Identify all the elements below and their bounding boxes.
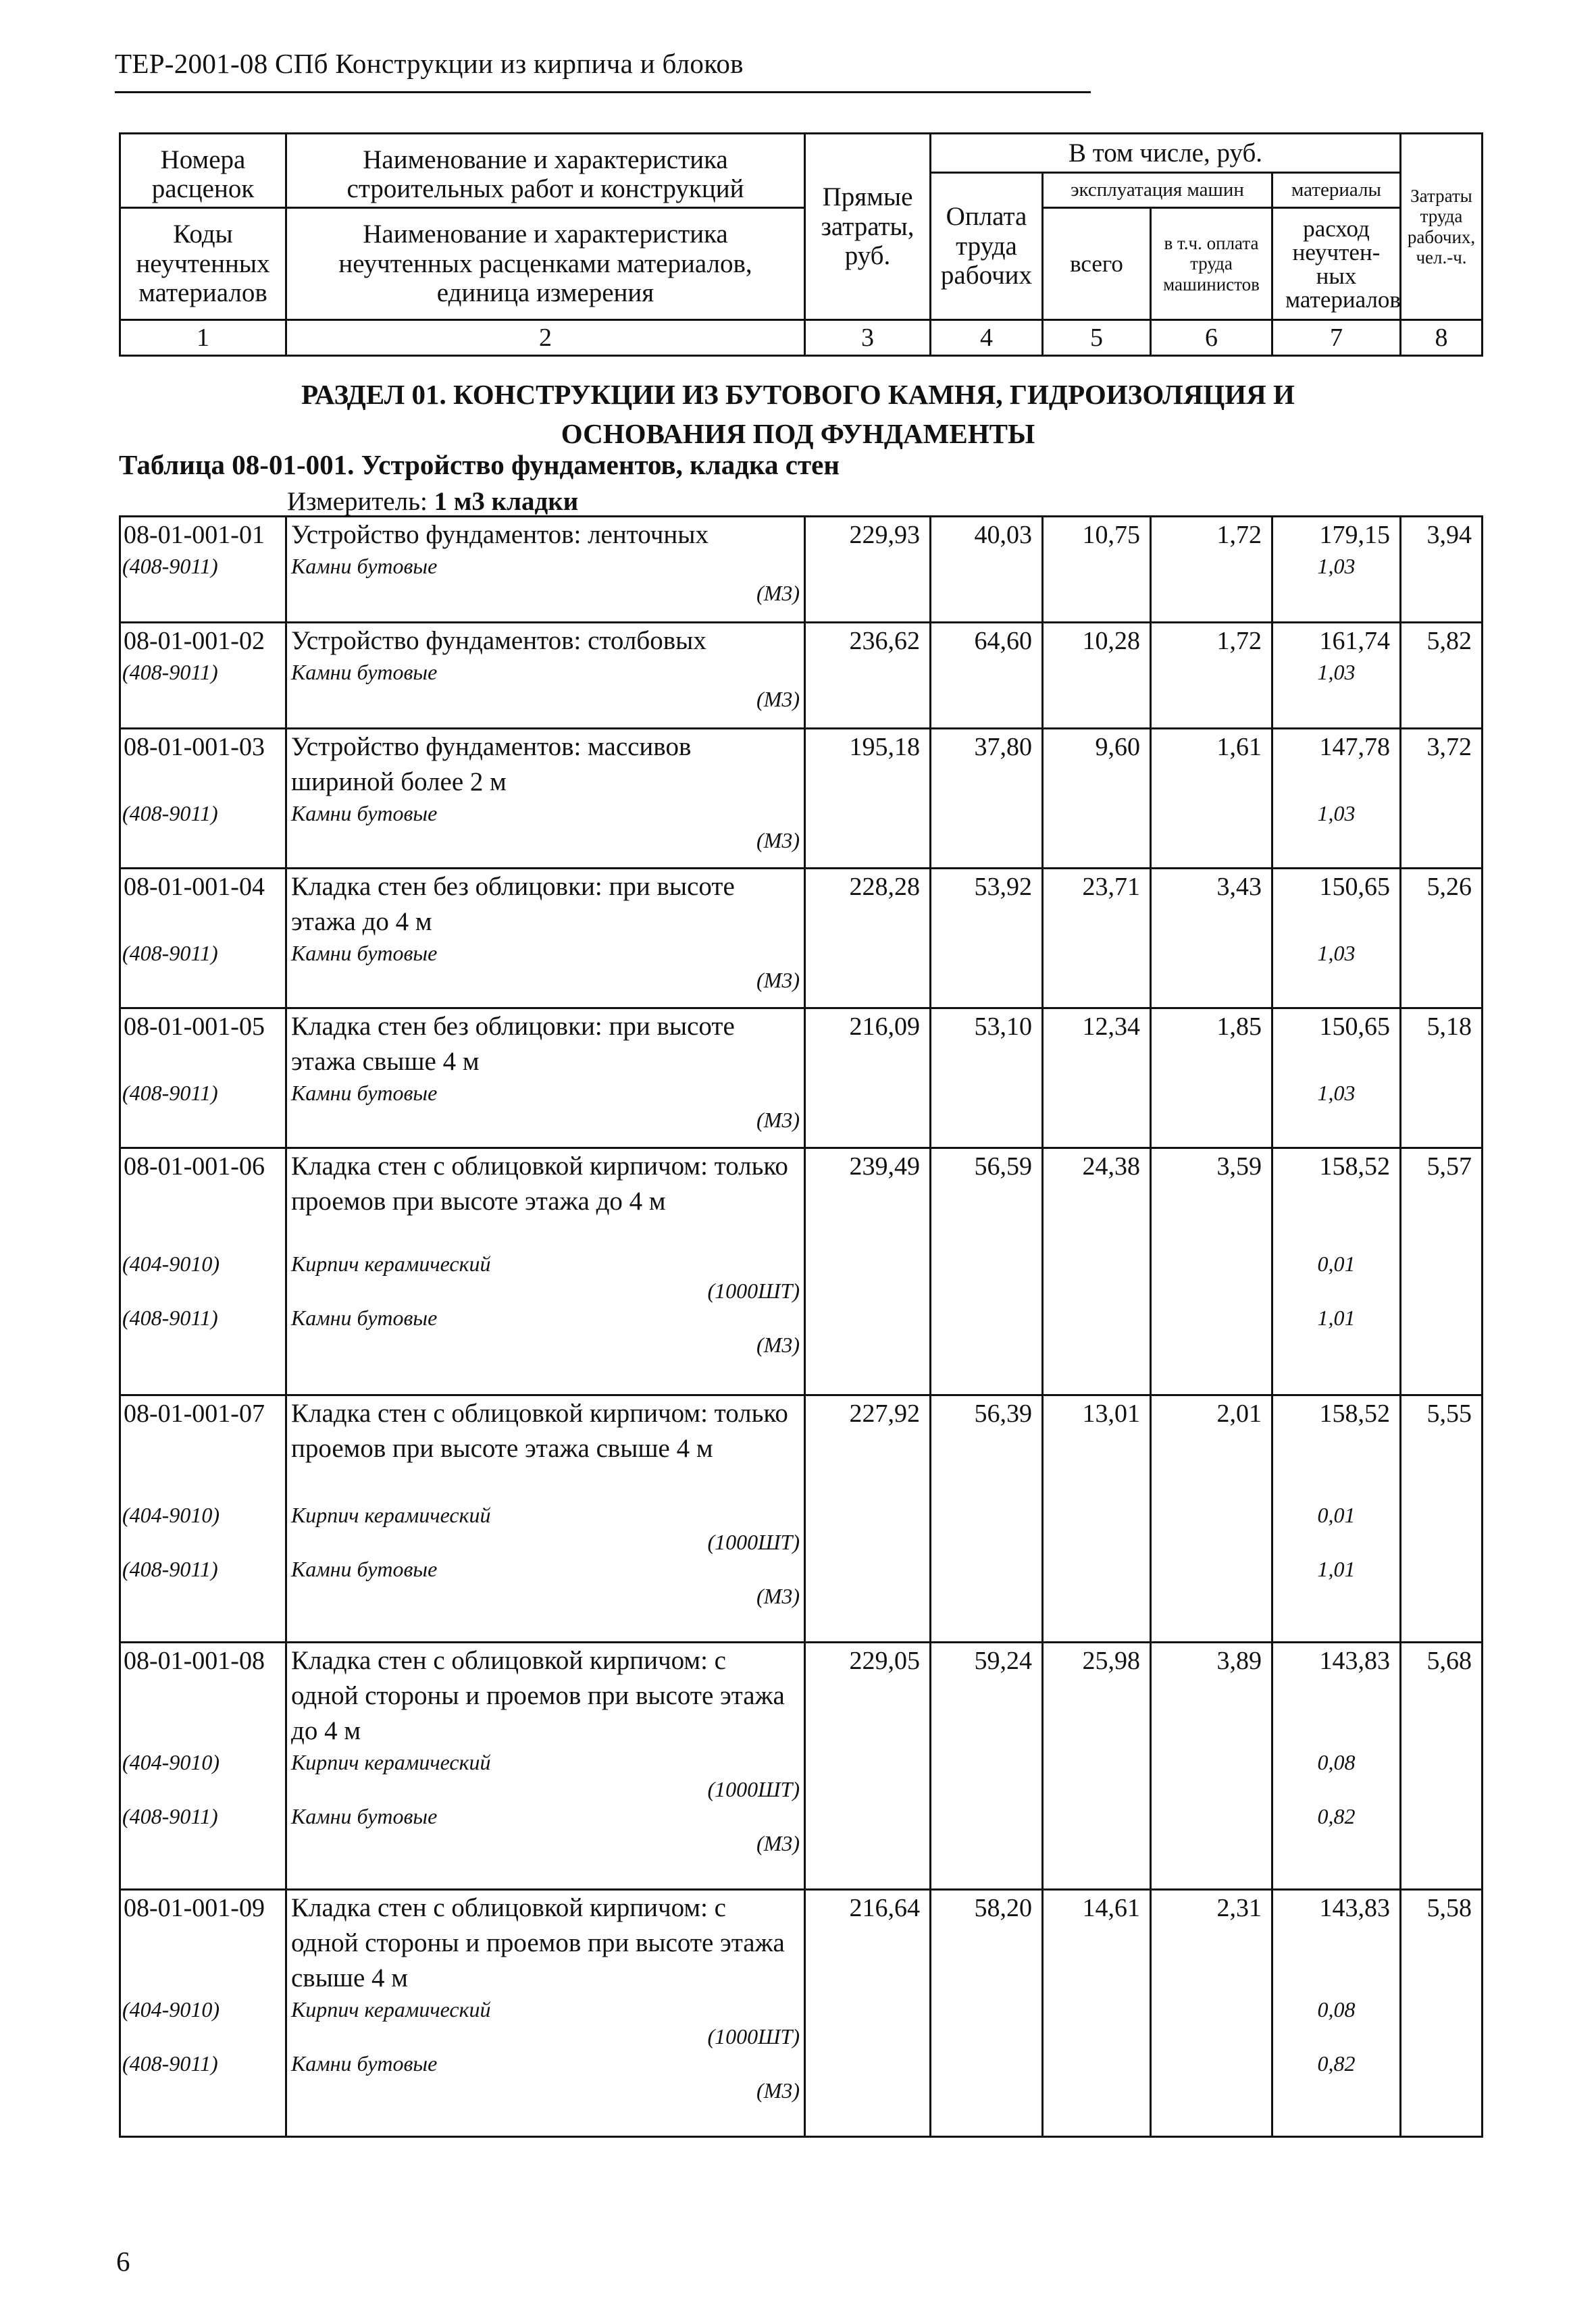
table-title: Таблица 08-01-001. Устройство фундаментов, кладка стен bbox=[119, 449, 840, 480]
rate-name: Устройство фундаментов: массивов шириной более 2 м bbox=[291, 732, 692, 796]
materials-cell bbox=[1272, 1008, 1401, 1148]
machines-total-value: 25,98 bbox=[1082, 1647, 1140, 1675]
worker-pay-value-cell bbox=[931, 1008, 1043, 1148]
rates-table bbox=[119, 515, 1483, 2138]
material-code: (408-9011) bbox=[122, 1557, 218, 1581]
materials-cell bbox=[1272, 1148, 1401, 1395]
materials-value: 143,83 bbox=[1319, 1647, 1390, 1675]
material-code: (408-9011) bbox=[122, 2051, 218, 2076]
material-code: (408-9011) bbox=[122, 554, 218, 578]
machines-total-value: 13,01 bbox=[1082, 1399, 1140, 1428]
material-unit: (1000ШТ) bbox=[707, 1530, 800, 1554]
labor-cell bbox=[1401, 1395, 1483, 1643]
direct-costs-value-cell bbox=[805, 1643, 931, 1890]
header-rule bbox=[115, 91, 1091, 93]
worker-pay-value: 56,59 bbox=[974, 1152, 1032, 1181]
rate-name: Кладка стен без облицовки: при высоте этажа свыше 4 м bbox=[291, 1012, 735, 1076]
rate-row bbox=[120, 1890, 1483, 2137]
direct-costs-value: 229,93 bbox=[849, 521, 920, 549]
direct-costs-value: 227,92 bbox=[849, 1399, 920, 1428]
labor-value: 3,94 bbox=[1426, 521, 1472, 549]
col-machines-total: всего bbox=[1043, 208, 1151, 320]
machines-total-value-cell bbox=[1043, 1643, 1151, 1890]
material-quantity-spacer bbox=[1273, 1106, 1399, 1133]
material-unit: (М3) bbox=[756, 687, 800, 711]
material-code-spacer bbox=[121, 2077, 285, 2104]
machinist-pay-value: 3,43 bbox=[1216, 873, 1262, 901]
labor-value: 5,82 bbox=[1426, 627, 1472, 655]
material-quantity: 1,03 bbox=[1317, 1081, 1356, 1105]
machines-total-value: 14,61 bbox=[1082, 1894, 1140, 1922]
material-code-spacer bbox=[121, 686, 285, 713]
measure-unit-label: Измеритель: bbox=[287, 487, 428, 516]
material-code-spacer bbox=[121, 1776, 285, 1803]
machinist-pay-value-cell bbox=[1151, 517, 1272, 623]
machinist-pay-value-cell bbox=[1151, 1890, 1272, 2137]
material-code: (408-9011) bbox=[122, 1306, 218, 1330]
worker-pay-value-cell bbox=[931, 623, 1043, 729]
direct-costs-value-cell bbox=[805, 1395, 931, 1643]
machines-total-value-cell bbox=[1043, 623, 1151, 729]
material-quantity-spacer bbox=[1273, 1277, 1399, 1304]
direct-costs-value: 229,05 bbox=[849, 1647, 920, 1675]
worker-pay-value-cell bbox=[931, 869, 1043, 1008]
worker-pay-value-cell bbox=[931, 1395, 1043, 1643]
materials-cell bbox=[1272, 869, 1401, 1008]
materials-cell bbox=[1272, 1890, 1401, 2137]
col-materials: материалы bbox=[1272, 173, 1401, 208]
material-quantity-spacer bbox=[1273, 967, 1399, 994]
rate-code-cell bbox=[120, 517, 286, 623]
material-unit: (1000ШТ) bbox=[707, 2024, 800, 2049]
col-code-top: Номера расценок bbox=[120, 134, 286, 208]
material-quantity-spacer bbox=[1273, 1776, 1399, 1803]
rate-name-cell bbox=[286, 869, 805, 1008]
col-materials-consumption: расход неучтен- ных материалов bbox=[1272, 208, 1401, 320]
labor-cell bbox=[1401, 1008, 1483, 1148]
page-number: 6 bbox=[116, 2246, 130, 2277]
material-unit: (М3) bbox=[756, 1108, 800, 1132]
materials-cell bbox=[1272, 623, 1401, 729]
direct-costs-value-cell bbox=[805, 1890, 931, 2137]
material-name: Камни бутовые bbox=[291, 1306, 438, 1330]
direct-costs-value-cell bbox=[805, 1008, 931, 1148]
column-numbers-row bbox=[120, 320, 1483, 356]
material-quantity-spacer bbox=[1273, 2077, 1399, 2104]
rate-name-cell bbox=[286, 517, 805, 623]
labor-value: 5,55 bbox=[1426, 1399, 1472, 1428]
labor-value: 5,68 bbox=[1426, 1647, 1472, 1675]
materials-value: 147,78 bbox=[1319, 733, 1390, 761]
machines-total-value-cell bbox=[1043, 1008, 1151, 1148]
material-name: Кирпич керамический bbox=[291, 1252, 491, 1276]
labor-cell bbox=[1401, 869, 1483, 1008]
rate-name: Кладка стен без облицовки: при высоте этажа до 4 м bbox=[291, 872, 735, 936]
col-number: 8 bbox=[1401, 320, 1483, 356]
material-code-spacer bbox=[121, 580, 285, 607]
direct-costs-value: 239,49 bbox=[849, 1152, 920, 1181]
material-name: Камни бутовые bbox=[291, 1804, 438, 1828]
rate-code: 08-01-001-06 bbox=[124, 1152, 265, 1181]
materials-value: 143,83 bbox=[1319, 1894, 1390, 1922]
section-title bbox=[0, 375, 1596, 453]
rate-name: Кладка стен с облицовкой кирпичом: только проемов при высоте этажа свыше 4 м bbox=[291, 1399, 788, 1463]
machines-total-value-cell bbox=[1043, 517, 1151, 623]
material-name: Камни бутовые bbox=[291, 2051, 438, 2076]
rate-row bbox=[120, 623, 1483, 729]
material-quantity-spacer bbox=[1273, 2023, 1399, 2050]
section-title-line-1: РАЗДЕЛ 01. КОНСТРУКЦИИ ИЗ БУТОВОГО КАМНЯ, ГИДРОИЗОЛЯЦИЯ И bbox=[301, 379, 1295, 410]
direct-costs-value: 195,18 bbox=[849, 733, 920, 761]
direct-costs-value: 236,62 bbox=[849, 627, 920, 655]
machinist-pay-value-cell bbox=[1151, 1008, 1272, 1148]
rate-code-cell bbox=[120, 1148, 286, 1395]
material-name: Камни бутовые bbox=[291, 801, 438, 825]
materials-cell bbox=[1272, 1643, 1401, 1890]
col-machinist-pay: в т.ч. оплата труда машинистов bbox=[1151, 208, 1272, 320]
material-name: Камни бутовые bbox=[291, 941, 438, 965]
direct-costs-value-cell bbox=[805, 1148, 931, 1395]
labor-value: 5,26 bbox=[1426, 873, 1472, 901]
col-number: 1 bbox=[120, 320, 286, 356]
machines-total-value: 12,34 bbox=[1082, 1012, 1140, 1041]
material-code-spacer bbox=[121, 967, 285, 994]
rate-code-cell bbox=[120, 729, 286, 869]
labor-value: 5,58 bbox=[1426, 1894, 1472, 1922]
measure-unit-line bbox=[287, 486, 578, 517]
materials-cell bbox=[1272, 1395, 1401, 1643]
material-unit: (М3) bbox=[756, 828, 800, 852]
rate-code-cell bbox=[120, 1643, 286, 1890]
materials-value: 161,74 bbox=[1319, 627, 1390, 655]
machines-total-value: 23,71 bbox=[1082, 873, 1140, 901]
worker-pay-value: 53,92 bbox=[974, 873, 1032, 901]
machinist-pay-value: 3,89 bbox=[1216, 1647, 1262, 1675]
labor-cell bbox=[1401, 1643, 1483, 1890]
machinist-pay-value: 1,72 bbox=[1216, 627, 1262, 655]
rate-row bbox=[120, 1008, 1483, 1148]
material-unit: (М3) bbox=[756, 2078, 800, 2103]
material-quantity: 0,08 bbox=[1317, 1750, 1356, 1774]
col-name-bottom: Наименование и характеристика неучтенных расценками материалов, единица измерения bbox=[286, 208, 805, 320]
material-code: (404-9010) bbox=[122, 1503, 220, 1527]
rate-row bbox=[120, 729, 1483, 869]
material-code-spacer bbox=[121, 1528, 285, 1555]
material-quantity-spacer bbox=[1273, 1583, 1399, 1610]
material-code: (404-9010) bbox=[122, 1750, 220, 1774]
material-code: (408-9011) bbox=[122, 660, 218, 684]
material-code: (408-9011) bbox=[122, 941, 218, 965]
direct-costs-value: 216,09 bbox=[849, 1012, 920, 1041]
machinist-pay-value: 1,61 bbox=[1216, 733, 1262, 761]
rate-name: Кладка стен с облицовкой кирпичом: с одной стороны и проемов при высоте этажа до 4 м bbox=[291, 1646, 785, 1745]
material-name: Кирпич керамический bbox=[291, 1503, 491, 1527]
machines-total-value: 9,60 bbox=[1095, 733, 1140, 761]
rate-code: 08-01-001-02 bbox=[124, 627, 265, 655]
machinist-pay-value: 2,01 bbox=[1216, 1399, 1262, 1428]
machinist-pay-value-cell bbox=[1151, 869, 1272, 1008]
material-code: (404-9010) bbox=[122, 1997, 220, 2022]
col-number: 2 bbox=[286, 320, 805, 356]
direct-costs-value: 228,28 bbox=[849, 873, 920, 901]
materials-value: 150,65 bbox=[1319, 873, 1390, 901]
materials-value: 158,52 bbox=[1319, 1152, 1390, 1181]
direct-costs-value-cell bbox=[805, 623, 931, 729]
rate-row bbox=[120, 869, 1483, 1008]
rate-code-cell bbox=[120, 623, 286, 729]
measure-unit-value: 1 м3 кладки bbox=[434, 487, 579, 516]
material-unit: (М3) bbox=[756, 1584, 800, 1608]
material-unit: (1000ШТ) bbox=[707, 1279, 800, 1303]
worker-pay-value: 53,10 bbox=[974, 1012, 1032, 1041]
worker-pay-value: 40,03 bbox=[974, 521, 1032, 549]
rate-name-cell bbox=[286, 1148, 805, 1395]
machinist-pay-value-cell bbox=[1151, 1148, 1272, 1395]
rate-code-cell bbox=[120, 869, 286, 1008]
machinist-pay-value-cell bbox=[1151, 729, 1272, 869]
material-quantity-spacer bbox=[1273, 1830, 1399, 1857]
col-name-top: Наименование и характеристика строительных работ и конструкций bbox=[286, 134, 805, 208]
column-header-table bbox=[119, 132, 1483, 357]
rate-code: 08-01-001-07 bbox=[124, 1399, 265, 1428]
rate-name-cell bbox=[286, 623, 805, 729]
running-head: ТЕР-2001-08 СПб Конструкции из кирпича и блоков bbox=[115, 48, 744, 79]
machines-total-value-cell bbox=[1043, 869, 1151, 1008]
direct-costs-value: 216,64 bbox=[849, 1894, 920, 1922]
material-quantity-spacer bbox=[1273, 1528, 1399, 1555]
worker-pay-value: 59,24 bbox=[974, 1647, 1032, 1675]
machinist-pay-value: 3,59 bbox=[1216, 1152, 1262, 1181]
material-name: Камни бутовые bbox=[291, 554, 438, 578]
machinist-pay-value: 1,72 bbox=[1216, 521, 1262, 549]
material-code-spacer bbox=[121, 1830, 285, 1857]
machinist-pay-value-cell bbox=[1151, 623, 1272, 729]
rate-code: 08-01-001-01 bbox=[124, 521, 265, 549]
materials-cell bbox=[1272, 729, 1401, 869]
material-name: Камни бутовые bbox=[291, 1081, 438, 1105]
machines-total-value-cell bbox=[1043, 1890, 1151, 2137]
machines-total-value: 10,75 bbox=[1082, 521, 1140, 549]
rate-name-cell bbox=[286, 1890, 805, 2137]
rate-name: Устройство фундаментов: ленточных bbox=[291, 520, 709, 549]
material-code-spacer bbox=[121, 1106, 285, 1133]
col-worker-pay: Оплата труда рабочих bbox=[931, 173, 1043, 320]
labor-cell bbox=[1401, 1148, 1483, 1395]
col-number: 3 bbox=[805, 320, 931, 356]
labor-cell bbox=[1401, 623, 1483, 729]
direct-costs-value-cell bbox=[805, 729, 931, 869]
material-name: Кирпич керамический bbox=[291, 1997, 491, 2022]
material-quantity: 1,01 bbox=[1317, 1306, 1356, 1330]
col-code-bottom: Коды неучтенных материалов bbox=[120, 208, 286, 320]
labor-cell bbox=[1401, 1890, 1483, 2137]
material-code: (408-9011) bbox=[122, 1804, 218, 1828]
col-machines: эксплуатация машин bbox=[1043, 173, 1272, 208]
machines-total-value: 10,28 bbox=[1082, 627, 1140, 655]
materials-cell bbox=[1272, 517, 1401, 623]
machinist-pay-value: 2,31 bbox=[1216, 1894, 1262, 1922]
col-direct-costs: Прямые затраты, руб. bbox=[805, 134, 931, 320]
materials-value: 179,15 bbox=[1319, 521, 1390, 549]
material-code-spacer bbox=[121, 827, 285, 854]
material-code: (408-9011) bbox=[122, 1081, 218, 1105]
machinist-pay-value: 1,85 bbox=[1216, 1012, 1262, 1041]
rate-name-cell bbox=[286, 1643, 805, 1890]
labor-value: 5,18 bbox=[1426, 1012, 1472, 1041]
col-number: 4 bbox=[931, 320, 1043, 356]
col-number: 7 bbox=[1272, 320, 1401, 356]
material-unit: (М3) bbox=[756, 1831, 800, 1855]
machines-total-value: 24,38 bbox=[1082, 1152, 1140, 1181]
material-unit: (М3) bbox=[756, 1333, 800, 1357]
worker-pay-value-cell bbox=[931, 1148, 1043, 1395]
materials-value: 158,52 bbox=[1319, 1399, 1390, 1428]
col-number: 6 bbox=[1151, 320, 1272, 356]
rate-row bbox=[120, 517, 1483, 623]
material-quantity-spacer bbox=[1273, 827, 1399, 854]
material-quantity: 0,82 bbox=[1317, 1804, 1356, 1828]
material-code: (404-9010) bbox=[122, 1252, 220, 1276]
col-number: 5 bbox=[1043, 320, 1151, 356]
labor-value: 5,57 bbox=[1426, 1152, 1472, 1181]
rate-code: 08-01-001-08 bbox=[124, 1647, 265, 1675]
rate-code: 08-01-001-05 bbox=[124, 1012, 265, 1041]
worker-pay-value: 37,80 bbox=[974, 733, 1032, 761]
machines-total-value-cell bbox=[1043, 729, 1151, 869]
rate-name-cell bbox=[286, 1008, 805, 1148]
machines-total-value-cell bbox=[1043, 1395, 1151, 1643]
worker-pay-value: 56,39 bbox=[974, 1399, 1032, 1428]
rate-code-cell bbox=[120, 1395, 286, 1643]
material-quantity: 1,03 bbox=[1317, 554, 1356, 578]
rate-name: Кладка стен с облицовкой кирпичом: с одной стороны и проемов при высоте этажа свыше 4 м bbox=[291, 1893, 785, 1992]
material-quantity: 1,03 bbox=[1317, 941, 1356, 965]
material-quantity-spacer bbox=[1273, 1331, 1399, 1358]
rate-code-cell bbox=[120, 1008, 286, 1148]
material-quantity: 1,03 bbox=[1317, 801, 1356, 825]
material-quantity: 1,01 bbox=[1317, 1557, 1356, 1581]
worker-pay-value-cell bbox=[931, 1890, 1043, 2137]
material-code-spacer bbox=[121, 1331, 285, 1358]
labor-value: 3,72 bbox=[1426, 733, 1472, 761]
col-included: В том числе, руб. bbox=[931, 134, 1401, 173]
material-code-spacer bbox=[121, 1277, 285, 1304]
machinist-pay-value-cell bbox=[1151, 1643, 1272, 1890]
machinist-pay-value-cell bbox=[1151, 1395, 1272, 1643]
material-quantity: 0,01 bbox=[1317, 1503, 1356, 1527]
col-labor-costs: Затраты труда рабочих, чел.-ч. bbox=[1401, 134, 1483, 320]
material-unit: (М3) bbox=[756, 968, 800, 992]
labor-cell bbox=[1401, 729, 1483, 869]
material-quantity-spacer bbox=[1273, 580, 1399, 607]
rate-row bbox=[120, 1395, 1483, 1643]
material-quantity: 1,03 bbox=[1317, 660, 1356, 684]
worker-pay-value-cell bbox=[931, 517, 1043, 623]
material-name: Камни бутовые bbox=[291, 1557, 438, 1581]
rate-row bbox=[120, 1148, 1483, 1395]
material-quantity: 0,01 bbox=[1317, 1252, 1356, 1276]
material-code: (408-9011) bbox=[122, 801, 218, 825]
rate-code: 08-01-001-04 bbox=[124, 873, 265, 901]
rate-name-cell bbox=[286, 729, 805, 869]
rate-name: Устройство фундаментов: столбовых bbox=[291, 626, 706, 655]
worker-pay-value: 58,20 bbox=[974, 1894, 1032, 1922]
worker-pay-value: 64,60 bbox=[974, 627, 1032, 655]
material-quantity: 0,08 bbox=[1317, 1997, 1356, 2022]
material-name: Камни бутовые bbox=[291, 660, 438, 684]
material-name: Кирпич керамический bbox=[291, 1750, 491, 1774]
material-unit: (М3) bbox=[756, 581, 800, 605]
section-title-line-2: ОСНОВАНИЯ ПОД ФУНДАМЕНТЫ bbox=[561, 418, 1035, 449]
material-quantity: 0,82 bbox=[1317, 2051, 1356, 2076]
material-code-spacer bbox=[121, 2023, 285, 2050]
material-quantity-spacer bbox=[1273, 686, 1399, 713]
material-code-spacer bbox=[121, 1583, 285, 1610]
materials-value: 150,65 bbox=[1319, 1012, 1390, 1041]
rate-name: Кладка стен с облицовкой кирпичом: только проемов при высоте этажа до 4 м bbox=[291, 1152, 788, 1216]
rate-row bbox=[120, 1643, 1483, 1890]
rate-code-cell bbox=[120, 1890, 286, 2137]
direct-costs-value-cell bbox=[805, 869, 931, 1008]
rate-name-cell bbox=[286, 1395, 805, 1643]
direct-costs-value-cell bbox=[805, 517, 931, 623]
material-unit: (1000ШТ) bbox=[707, 1777, 800, 1801]
worker-pay-value-cell bbox=[931, 729, 1043, 869]
rate-code: 08-01-001-03 bbox=[124, 733, 265, 761]
labor-cell bbox=[1401, 517, 1483, 623]
worker-pay-value-cell bbox=[931, 1643, 1043, 1890]
machines-total-value-cell bbox=[1043, 1148, 1151, 1395]
rate-code: 08-01-001-09 bbox=[124, 1894, 265, 1922]
